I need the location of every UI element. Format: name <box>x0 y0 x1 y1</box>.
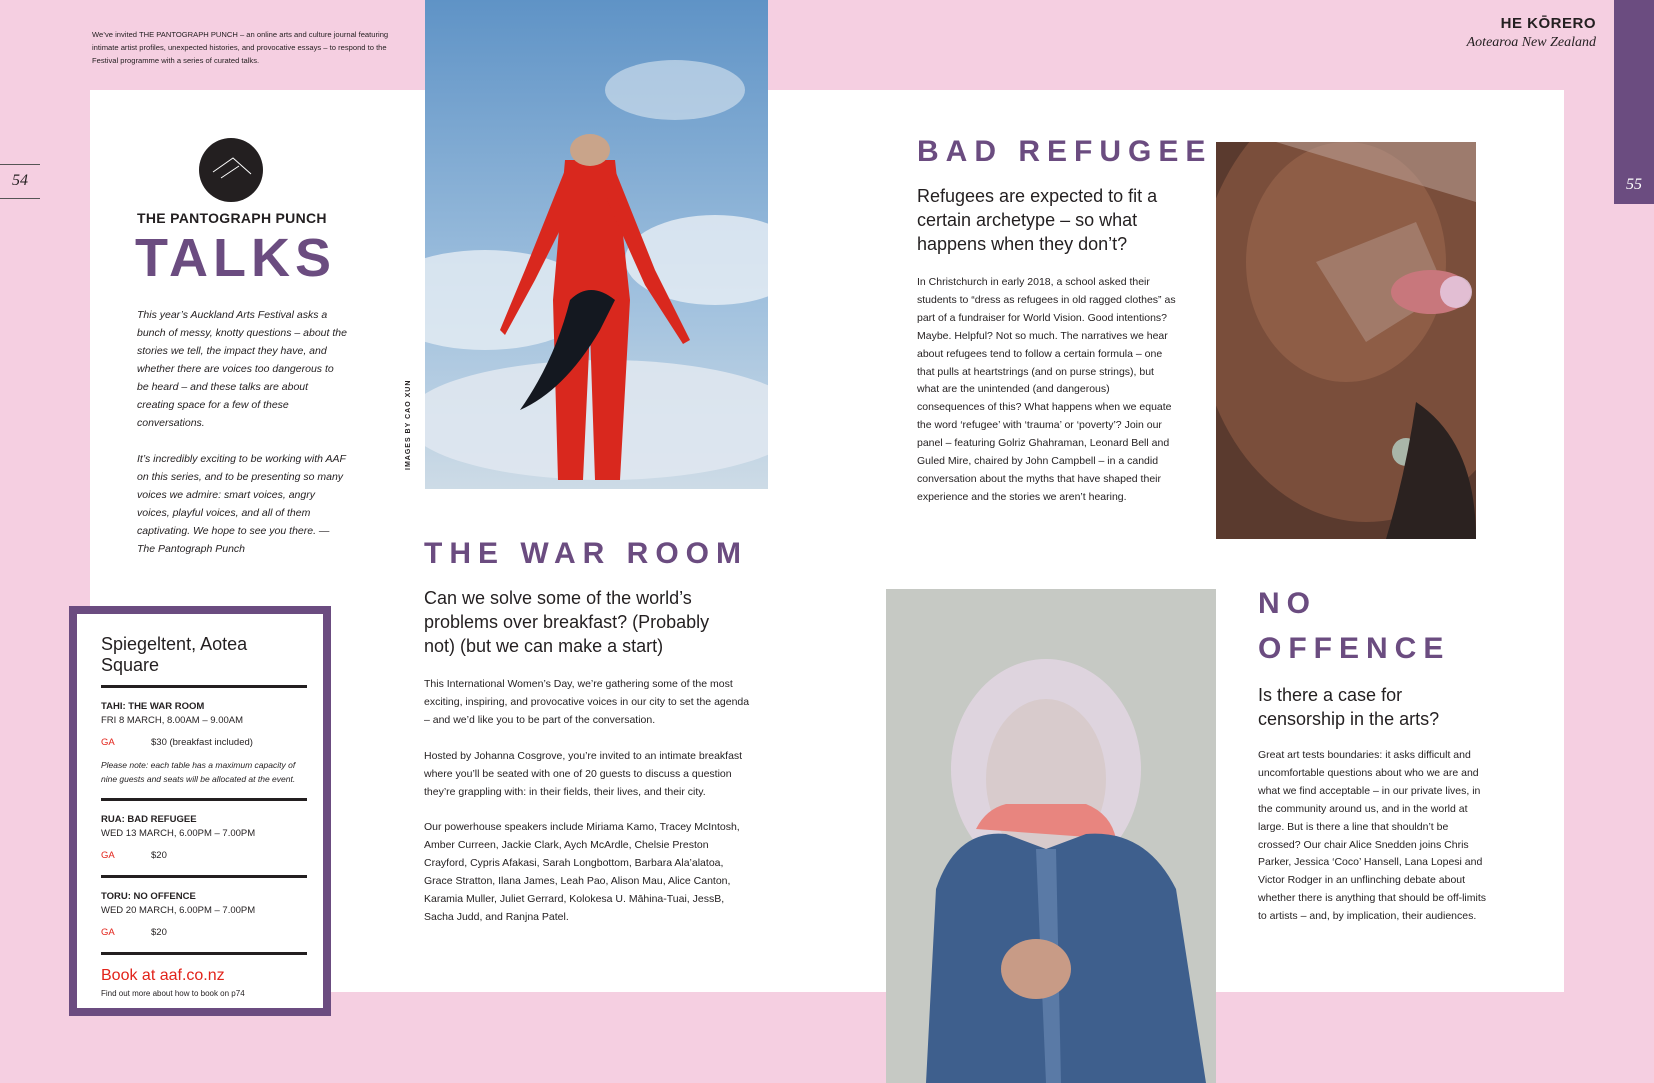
event-name: TORU: NO OFFENCE <box>101 891 196 902</box>
booking-note: Find out more about how to book on p74 <box>101 989 245 998</box>
body-paragraph: Great art tests boundaries: it asks difficult and uncomfortable questions about who we are and what we find acceptable – in our private lives, in the community around us, and in the world at large. But is there a line that shouldn’t be crossed? Our chair Alice Snedden joins Chris Parker, Jessica ‘Coco’ Hansell, Lana Lopesi and Victor Rodger in an unflinching debate about whether there is anything that should be off-limits to artists – and, by implication, their audiences. <box>1258 749 1487 923</box>
event-name: RUA: BAD REFUGEE <box>101 814 197 825</box>
photo-bubble-denim <box>886 589 1216 1083</box>
war-room-body <box>424 676 754 945</box>
photo-red-figure <box>425 0 768 489</box>
booking-link[interactable]: Book at aaf.co.nz <box>101 967 225 984</box>
war-room-title: THE WAR ROOM <box>424 537 748 570</box>
no-offence-subtitle: Is there a case for censorship in the arts? <box>1258 685 1440 729</box>
event-price <box>101 736 307 750</box>
page-number-left: 54 <box>0 164 40 199</box>
event-time: WED 20 MARCH, 6.00PM – 7.00PM <box>101 905 256 916</box>
pantograph-logo-icon <box>199 138 263 202</box>
page-number-right: 55 <box>1626 176 1642 193</box>
no-offence-title-line1: NO <box>1258 587 1317 620</box>
bad-refugee-title: BAD REFUGEE <box>917 135 1213 168</box>
venue-label: Spiegeltent, Aotea Square <box>101 634 307 688</box>
page-title: TALKS <box>135 228 336 288</box>
ga-label: GA <box>101 927 115 938</box>
event-info-box <box>69 606 331 1016</box>
intro-paragraph: This year’s Auckland Arts Festival asks a bunch of messy, knotty questions – about the stories we tell, the impact they have, and whether there are voices too dangerous to be heard – and these talks are about creating space for a few of these conversations. <box>137 309 347 429</box>
event-name: TAHI: THE WAR ROOM <box>101 701 205 712</box>
section-subtitle: Aotearoa New Zealand <box>1466 35 1596 50</box>
price-value: $20 <box>151 850 167 861</box>
brand-name: THE PANTOGRAPH PUNCH <box>137 210 327 226</box>
photo-face-bubble <box>1216 142 1476 539</box>
body-paragraph: This International Women’s Day, we’re gathering some of the most exciting, inspiring, and provocative voices in our city to set the agenda – and we’d like you to be part of the conversation. <box>424 678 750 726</box>
section-tab <box>1614 0 1654 204</box>
event-time: FRI 8 MARCH, 8.00AM – 9.00AM <box>101 715 244 726</box>
bad-refugee-body <box>917 274 1177 525</box>
war-room-subtitle: Can we solve some of the world’s problems over breakfast? (Probably not) (but we can make a start) <box>424 588 710 656</box>
section-title: HE KŌRERO <box>1500 15 1596 32</box>
no-offence-title-line2: OFFENCE <box>1258 632 1451 665</box>
event-price <box>101 926 307 940</box>
body-paragraph: In Christchurch in early 2018, a school asked their students to “dress as refugees in old ragged clothes” as part of a fundraiser for World Vision. Good intentions? Maybe. Helpful? Not so much. The narratives we hear about refugees tend to follow a certain formula – one that pulls at heartstrings (and on purse strings), but what are the unintended (and dangerous) consequences of this? What happens when we equate the word ‘refugee’ with ‘trauma’ or ‘poverty’? Join our panel – featuring Golriz Ghahraman, Leonard Bell and Guled Mire, chaired by John Campbell – in a candid conversation about the myths that have shaped their experience and the stories we aren’t hearing. <box>917 276 1176 503</box>
ga-label: GA <box>101 850 115 861</box>
section-header <box>1467 15 1596 51</box>
intro-paragraph: It’s incredibly exciting to be working with AAF on this series, and to be presenting so many voices we admire: smart voices, angry voices, playful voices, and all of them captivating. We hope to see you there. — The Pantograph Punch <box>137 453 346 555</box>
event-price <box>101 849 307 863</box>
event-block <box>101 813 307 878</box>
bad-refugee-subtitle: Refugees are expected to fit a certain archetype – so what happens when they don’t? <box>917 186 1158 254</box>
event-block <box>101 890 307 955</box>
image-credit: IMAGES BY CAO XUN <box>405 379 412 470</box>
event-block <box>101 700 307 801</box>
event-time: WED 13 MARCH, 6.00PM – 7.00PM <box>101 828 256 839</box>
no-offence-body <box>1258 747 1490 944</box>
price-value: $20 <box>151 927 167 938</box>
intro-blurb: We’ve invited THE PANTOGRAPH PUNCH – an online arts and culture journal featuring intimate artist profiles, unexpected histories, and provocative essays – to respond to the Festival programme with a series of curated talks. <box>92 30 389 65</box>
masthead-intro <box>137 306 347 576</box>
event-note: Please note: each table has a maximum capacity of nine guests and seats will be allocated at the event. <box>101 760 296 784</box>
body-paragraph: Our powerhouse speakers include Miriama Kamo, Tracey McIntosh, Amber Curreen, Jackie Clark, Aych McArdle, Chelsie Preston Crayford, Cypris Afakasi, Sarah Longbottom, Barbara Ala’alatoa, Grace Stratton, Ilana James, Leah Pao, Alison Mau, Alice Canton, Karamia Muller, Juliet Gerrard, Kolokesa U. Māhina-Tuai, JessB, Sacha Judd, and Ranjna Patel. <box>424 821 740 923</box>
ga-label: GA <box>101 737 115 748</box>
price-value: $30 (breakfast included) <box>151 737 253 748</box>
body-paragraph: Hosted by Johanna Cosgrove, you’re invited to an intimate breakfast where you’ll be seated with one of 20 guests to discuss a question they’re grappling with: in their fields, their lives, and their city. <box>424 749 743 798</box>
